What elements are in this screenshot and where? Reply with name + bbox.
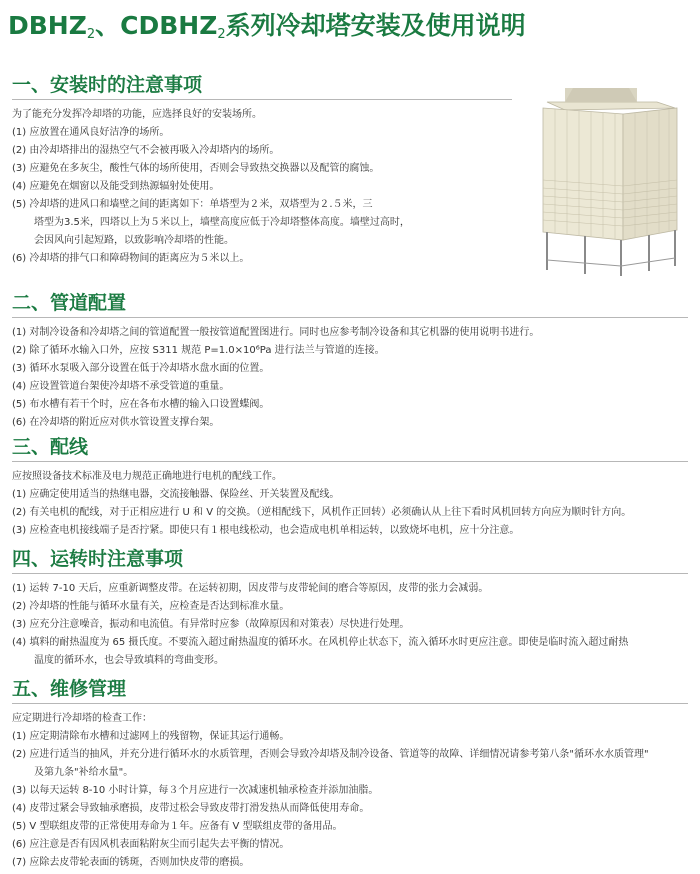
title-separator: 、 [95, 11, 121, 40]
section-body [12, 468, 688, 540]
intro-line: 为了能充分发挥冷却塔的功能，应选择良好的安装场所。 [12, 109, 262, 120]
section-body [12, 106, 512, 268]
list-item: (2) 应进行适当的抽风，并充分进行循环水的水质管理，否则会导致冷却塔及制冷设备、管道等的故障、详细情况请参考第八条"循环水水质管理" [12, 749, 649, 760]
model-2: CDBHZ [120, 11, 218, 40]
list-item: (6) 冷却塔的排气口和障碍物间的距离应为５米以上。 [12, 253, 250, 264]
cooling-tower-photo [525, 80, 690, 280]
section-maintenance [12, 674, 688, 872]
list-item-continued: 塔型为3.5米，四塔以上为５米以上，墙壁高度应低于冷却塔整体高度。墙壁过高时， [34, 217, 410, 228]
list-item: (4) 应避免在烟窗以及能受到热源辐射处使用。 [12, 181, 220, 192]
list-item: (2) 除了循环水输入口外，应按 S311 规范 P=1.0×10⁶Pa 进行法兰与管道的连接。 [12, 345, 385, 356]
section-wiring [12, 432, 688, 540]
title-text: 系列冷却塔安装及使用说明 [225, 11, 526, 40]
list-item: (4) 应设置管道台架使冷却塔不承受管道的重量。 [12, 381, 230, 392]
list-item: (3) 循环水泵吸入部分设置在低于冷却塔水盘水面的位置。 [12, 363, 270, 374]
list-item-continued: 温度的循环水，也会导致填料的弯曲变形。 [34, 655, 224, 666]
list-item: (6) 应注意是否有因风机表面粘附灰尘而引起失去平衡的情况。 [12, 839, 290, 850]
list-item-continued: 会因风向引起短路，以致影响冷却塔的性能。 [34, 235, 234, 246]
section-piping [12, 288, 688, 432]
list-item: (1) 运转 7-10 天后，应重新调整皮带。在运转初期，因皮带与皮带轮间的磨合等原因，皮带的张力会减弱。 [12, 583, 489, 594]
list-item: (5) V 型联组皮带的正常使用寿命为１年。应备有 V 型联组皮带的备用品。 [12, 821, 343, 832]
model-1: DBHZ [8, 11, 87, 40]
model-1-subscript: 2 [86, 27, 96, 42]
list-item: (1) 对制冷设备和冷却塔之间的管道配置一般按管道配置图进行。同时也应参考制冷设备和其它机器的使用说明书进行。 [12, 327, 540, 338]
list-item: (5) 冷却塔的进风口和墙壁之间的距离如下：单塔型为２米，双塔型为２.５米，三 [12, 199, 373, 210]
list-item: (7) 应除去皮带轮表面的锈斑，否则加快皮带的磨损。 [12, 857, 250, 868]
list-item: (2) 冷却塔的性能与循环水量有关，应检查是否达到标准水量。 [12, 601, 290, 612]
list-item: (1) 应放置在通风良好洁净的场所。 [12, 127, 170, 138]
intro-line: 应定期进行冷却塔的检查工作： [12, 713, 152, 724]
section-heading: 五、维修管理 [12, 674, 688, 704]
section-body [12, 324, 688, 432]
section-installation [12, 70, 512, 268]
intro-line: 应按照设备技术标准及电力规范正确地进行电机的配线工作。 [12, 471, 282, 482]
list-item: (5) 布水槽有若干个时，应在各布水槽的输入口设置蝶阀。 [12, 399, 270, 410]
list-item: (4) 填料的耐热温度为 65 摄氏度。不要流入超过耐热温度的循环水。在风机停止状态下，流入循环水时更应注意。即使是临时流入超过耐热 [12, 637, 629, 648]
list-item: (6) 在冷却塔的附近应对供水管设置支撑台架。 [12, 417, 220, 428]
section-heading: 三、配线 [12, 432, 688, 462]
section-operation [12, 544, 688, 670]
page-title [8, 6, 526, 42]
section-heading: 一、安装时的注意事项 [12, 70, 512, 100]
list-item: (4) 皮带过紧会导致轴承磨损，皮带过松会导致皮带打滑发热从而降低使用寿命。 [12, 803, 370, 814]
model-2-subscript: 2 [217, 27, 226, 42]
section-heading: 四、运转时注意事项 [12, 544, 688, 574]
list-item: (1) 应确定使用适当的热继电器，交流接触器、保险丝、开关装置及配线。 [12, 489, 340, 500]
list-item: (3) 应避免在多灰尘，酸性气体的场所使用，否则会导致热交换器以及配管的腐蚀。 [12, 163, 380, 174]
list-item: (2) 由冷却塔排出的湿热空气不会被再吸入冷却塔内的场所。 [12, 145, 280, 156]
list-item: (3) 应充分注意噪音，振动和电流值。有异常时应参（故障原因和对策表）尽快进行处理。 [12, 619, 410, 630]
section-heading: 二、管道配置 [12, 288, 688, 318]
list-item-continued: 及第九条"补给水量"。 [34, 767, 134, 778]
list-item: (3) 以每天运转 8-10 小时计算，每３个月应进行一次减速机轴承检查并添加油脂。 [12, 785, 379, 796]
list-item: (1) 应定期清除布水槽和过滤网上的残留物，保证其运行通畅。 [12, 731, 290, 742]
list-item: (3) 应检查电机接线端子是否拧紧。即使只有１根电线松动，也会造成电机单相运转，以致烧坏电机，应十分注意。 [12, 525, 520, 536]
section-body [12, 580, 688, 670]
list-item: (2) 有关电机的配线，对于正相应进行 U 和 V 的交换。（逆相配线下，风机作正回转）必须确认从上往下看时风机回转方向应为顺时针方向。 [12, 507, 632, 518]
section-body [12, 710, 688, 872]
